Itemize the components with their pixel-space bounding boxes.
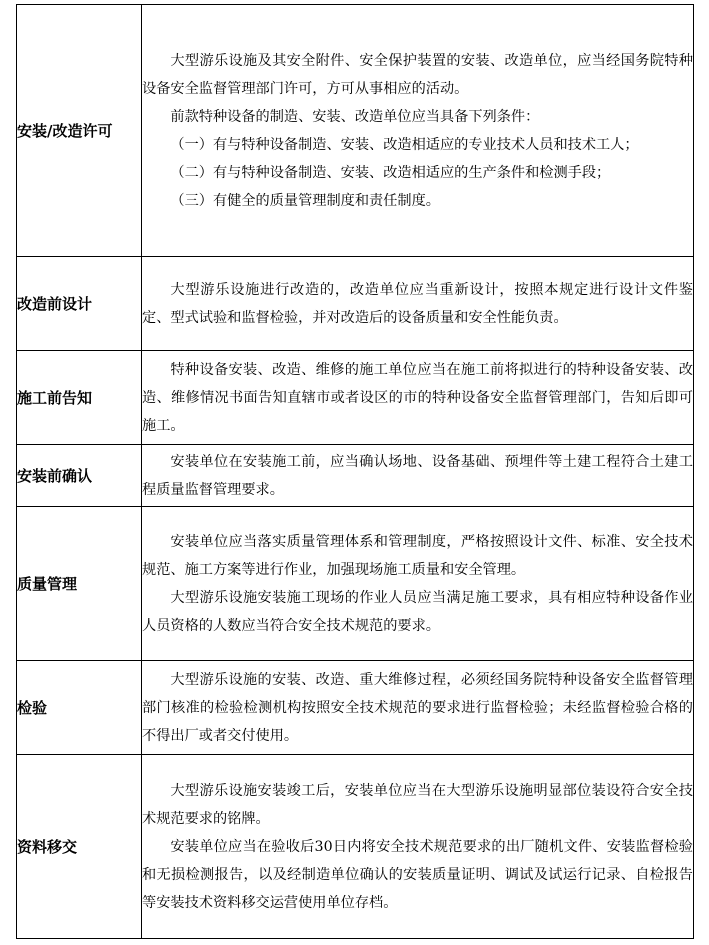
- row-content: [142, 661, 694, 755]
- row-content: [142, 5, 694, 257]
- paragraph: 特种设备安装、改造、维修的施工单位应当在施工前将拟进行的特种设备安装、改造、维修情况书面告知直辖市或者设区的市的特种设备安全监督管理部门，告知后即可施工。: [142, 361, 693, 434]
- paragraph: 安装单位应当落实质量管理体系和管理制度，严格按照设计文件、标准、安全技术规范、施工方案等进行作业，加强现场施工质量和安全管理。: [142, 533, 693, 578]
- paragraph: 安装单位在安装施工前，应当确认场地、设备基础、预埋件等土建工程符合土建工程质量监督管理要求。: [142, 453, 693, 498]
- row-content: [142, 257, 694, 351]
- row-label: 安装前确认: [17, 445, 142, 507]
- paragraph: （一）有与特种设备制造、安装、改造相适应的专业技术人员和技术工人；: [170, 136, 639, 153]
- paragraph: （三）有健全的质量管理制度和责任制度。: [170, 192, 440, 209]
- row-label: 施工前告知: [17, 351, 142, 445]
- regulation-table: [16, 4, 694, 939]
- paragraph: 大型游乐设施的安装、改造、重大维修过程，必须经国务院特种设备安全监督管理部门核准的检验检测机构按照安全技术规范的要求进行监督检验；未经监督检验合格的不得出厂或者交付使用。: [142, 671, 693, 744]
- row-content: [142, 507, 694, 661]
- paragraph: 前款特种设备的制造、安装、改造单位应当具备下列条件：: [170, 108, 540, 125]
- row-label: 安装/改造许可: [17, 5, 142, 257]
- paragraph: 大型游乐设施安装施工现场的作业人员应当满足施工要求，具有相应特种设备作业人员资格的人数应当符合安全技术规范的要求。: [142, 589, 693, 634]
- row-content: [142, 445, 694, 507]
- row-pre-construction-notice: [17, 351, 694, 445]
- row-pre-install-confirmation: [17, 445, 694, 507]
- row-content: [142, 351, 694, 445]
- row-quality-management: [17, 507, 694, 661]
- paragraph: 大型游乐设施安装竣工后，安装单位应当在大型游乐设施明显部位装设符合安全技术规范要求的铭牌。: [142, 782, 693, 827]
- row-label: 质量管理: [17, 507, 142, 661]
- paragraph: （二）有与特种设备制造、安装、改造相适应的生产条件和检测手段；: [170, 164, 611, 181]
- row-install-permit: [17, 5, 694, 257]
- regulation-table-body: [17, 5, 694, 939]
- row-content: [142, 755, 694, 939]
- row-label: 检验: [17, 661, 142, 755]
- row-label: 资料移交: [17, 755, 142, 939]
- row-document-handover: [17, 755, 694, 939]
- row-pre-modification-design: [17, 257, 694, 351]
- paragraph: 大型游乐设施进行改造的，改造单位应当重新设计，按照本规定进行设计文件鉴定、型式试验和监督检验，并对改造后的设备质量和安全性能负责。: [142, 281, 693, 326]
- row-inspection: [17, 661, 694, 755]
- paragraph: 大型游乐设施及其安全附件、安全保护装置的安装、改造单位，应当经国务院特种设备安全监督管理部门许可，方可从事相应的活动。: [142, 52, 693, 97]
- paragraph: 安装单位应当在验收后30日内将安全技术规范要求的出厂随机文件、安装监督检验和无损检测报告，以及经制造单位确认的安装质量证明、调试及试运行记录、自检报告等安装技术资料移交运营使用单位存档。: [142, 838, 693, 911]
- row-label: 改造前设计: [17, 257, 142, 351]
